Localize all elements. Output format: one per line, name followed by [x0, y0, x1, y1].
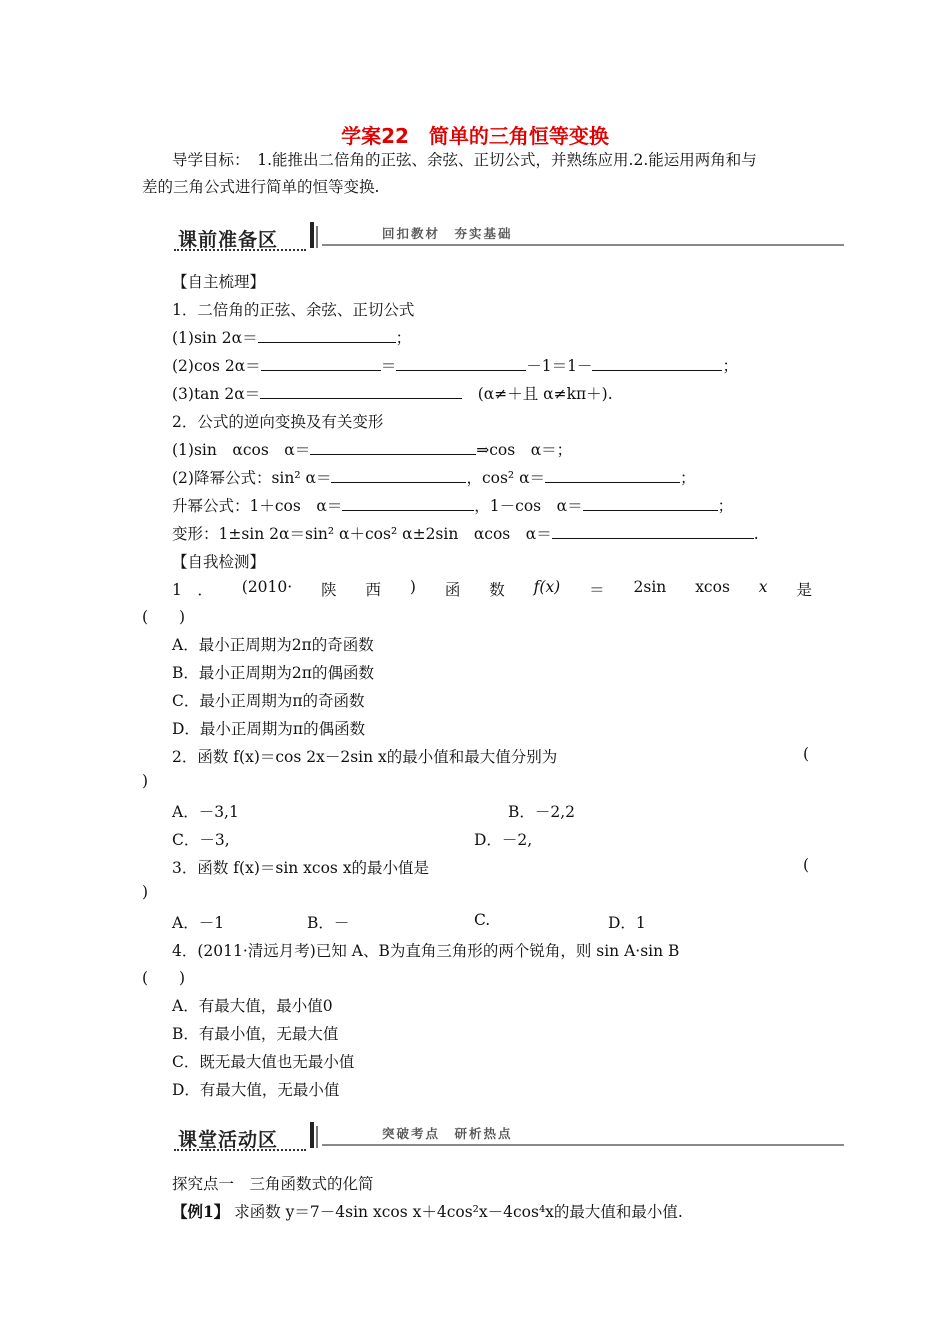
answer-blank[interactable] — [396, 356, 526, 371]
q1-option-c: C．最小正周期为π的奇函数 — [172, 692, 365, 710]
answer-blank[interactable] — [552, 524, 754, 539]
answer-blank[interactable] — [583, 496, 718, 511]
formula-sin2a — [172, 326, 411, 348]
answer-blank[interactable] — [261, 356, 381, 371]
answer-blank[interactable] — [310, 440, 476, 455]
formula-label: 升幂公式：1＋cos α＝ — [172, 497, 343, 515]
q3-paren-open: ( — [803, 856, 810, 874]
formula-end: ； — [395, 329, 412, 347]
banner-subtitle: 回扣教材 夯实基础 — [382, 226, 513, 241]
question-1-stem — [172, 578, 812, 600]
answer-blank[interactable] — [258, 328, 396, 343]
formula-tan2a — [172, 382, 613, 404]
formula-eq: ＝ — [380, 357, 397, 375]
q1-word: 2sin — [633, 578, 667, 596]
q1-word: 数 — [489, 581, 505, 599]
q2-option-d: D．－2, — [474, 831, 533, 849]
q1-word: ) — [409, 578, 416, 596]
review-item-2: 2．公式的逆向变换及有关变形 — [172, 413, 384, 431]
banner-divider — [310, 1122, 314, 1148]
formula-end: . — [753, 525, 759, 543]
formula-transform — [172, 522, 759, 544]
formula-label: (1)sin αcos α＝ — [172, 441, 311, 459]
answer-blank[interactable] — [260, 384, 462, 399]
formula-end: ； — [680, 469, 696, 487]
q4-option-a: A．有最大值，最小值0 — [172, 997, 333, 1015]
banner-rule — [322, 1144, 844, 1146]
banner-divider — [310, 222, 314, 248]
question-3-stem: 3．函数 f(x)＝sin xcos x的最小值是 — [172, 859, 430, 877]
q4-option-c: C．既无最大值也无最小值 — [172, 1053, 355, 1071]
q1-option-d: D．最小正周期为π的偶函数 — [172, 720, 366, 738]
banner-divider-thin — [316, 226, 318, 248]
section-banner-inclass — [172, 1122, 844, 1156]
answer-blank[interactable] — [545, 468, 680, 483]
banner-label: 课前准备区 — [178, 229, 279, 251]
page-title: 学案22 简单的三角恒等变换 — [341, 124, 609, 148]
q3-paren-close: ) — [142, 883, 149, 901]
formula-power-reduction — [172, 466, 696, 488]
banner-dotted-underline — [174, 249, 306, 251]
q4-option-b: B．有最小值，无最大值 — [172, 1025, 339, 1043]
answer-blank[interactable] — [342, 496, 474, 511]
q3-option-b: B．－ — [307, 914, 350, 932]
banner-dotted-underline — [174, 1149, 306, 1151]
study-goal-line-2: 差的三角公式进行简单的恒等变换. — [142, 178, 380, 196]
formula-end: ； — [717, 497, 734, 515]
q1-word: 西 — [365, 581, 381, 599]
formula-label: 变形：1±sin 2α＝sin² α＋cos² α±2sin αcos α＝ — [172, 525, 552, 543]
selfcheck-heading: 【自我检测】 — [172, 553, 266, 571]
formula-end: ⇒cos α＝； — [476, 441, 573, 459]
q4-option-d: D．有最大值，无最小值 — [172, 1081, 340, 1099]
q1-word: 函 — [444, 581, 461, 599]
q1-option-a: A．最小正周期为2π的奇函数 — [172, 636, 374, 654]
q1-function: f(x) — [533, 578, 561, 596]
q4-answer-paren: ( ) — [142, 969, 186, 987]
explore-point-1: 探究点一 三角函数式的化简 — [172, 1175, 374, 1193]
q1-option-b: B．最小正周期为2π的偶函数 — [172, 664, 374, 682]
example-text: 求函数 y＝7－4sin xcos x＋4cos²x－4cos⁴x的最大值和最小值. — [234, 1203, 683, 1221]
study-goal-line-1: 导学目标： 1.能推出二倍角的正弦、余弦、正切公式，并熟练应用.2.能运用两角和与 — [172, 151, 757, 169]
banner-divider-thin — [316, 1126, 318, 1148]
formula-end: ； — [722, 357, 738, 375]
formula-power-raising — [172, 494, 733, 516]
example-1 — [172, 1200, 683, 1222]
q1-word: xcos — [695, 578, 730, 596]
formula-label: (1)sin 2α＝ — [172, 329, 258, 347]
formula-label: (2)降幂公式：sin² α＝ — [172, 469, 332, 487]
formula-cos2a — [172, 354, 738, 376]
banner-label: 课堂活动区 — [178, 1129, 279, 1151]
q3-option-d: D．1 — [608, 914, 646, 932]
formula-inverse-sincos — [172, 438, 572, 460]
q2-option-a: A．－3,1 — [172, 803, 239, 821]
q1-word: ＝ — [589, 581, 605, 599]
q3-option-c: C. — [474, 911, 491, 929]
formula-label: (3)tan 2α＝ — [172, 385, 261, 403]
banner-rule — [322, 244, 844, 246]
review-heading: 【自主梳理】 — [172, 273, 266, 291]
formula-mid: －1＝1－ — [526, 357, 593, 375]
q2-option-b: B．－2,2 — [508, 803, 576, 821]
review-item-1: 1．二倍角的正弦、余弦、正切公式 — [172, 301, 415, 319]
q3-option-a: A．－1 — [172, 914, 225, 932]
q1-number: 1 ． — [172, 581, 213, 599]
formula-mid: ，1－cos α＝ — [474, 497, 583, 515]
question-2-stem: 2．函数 f(x)＝cos 2x－2sin x的最小值和最大值分别为 — [172, 748, 558, 766]
q1-word: x — [758, 578, 768, 596]
formula-mid: ，cos² α＝ — [466, 469, 546, 487]
banner-subtitle: 突破考点 研析热点 — [382, 1126, 513, 1141]
section-banner-preclass — [172, 222, 844, 256]
q2-paren-open: ( — [803, 745, 810, 763]
formula-label: (2)cos 2α＝ — [172, 357, 261, 375]
example-label: 【例1】 — [172, 1202, 230, 1221]
formula-condition: (α≠＋且 α≠kπ＋). — [477, 385, 613, 403]
q2-paren-close: ) — [142, 772, 149, 790]
answer-blank[interactable] — [331, 468, 466, 483]
answer-blank[interactable] — [592, 356, 722, 371]
q2-option-c: C．－3, — [172, 831, 230, 849]
q1-source: (2010· — [241, 578, 293, 596]
question-4-stem: 4．(2011·清远月考)已知 A、B为直角三角形的两个锐角，则 sin A·sin B — [172, 942, 680, 960]
q1-word: 陕 — [321, 581, 337, 599]
q1-word: 是 — [796, 581, 812, 599]
q1-answer-paren: ( ) — [142, 608, 186, 626]
